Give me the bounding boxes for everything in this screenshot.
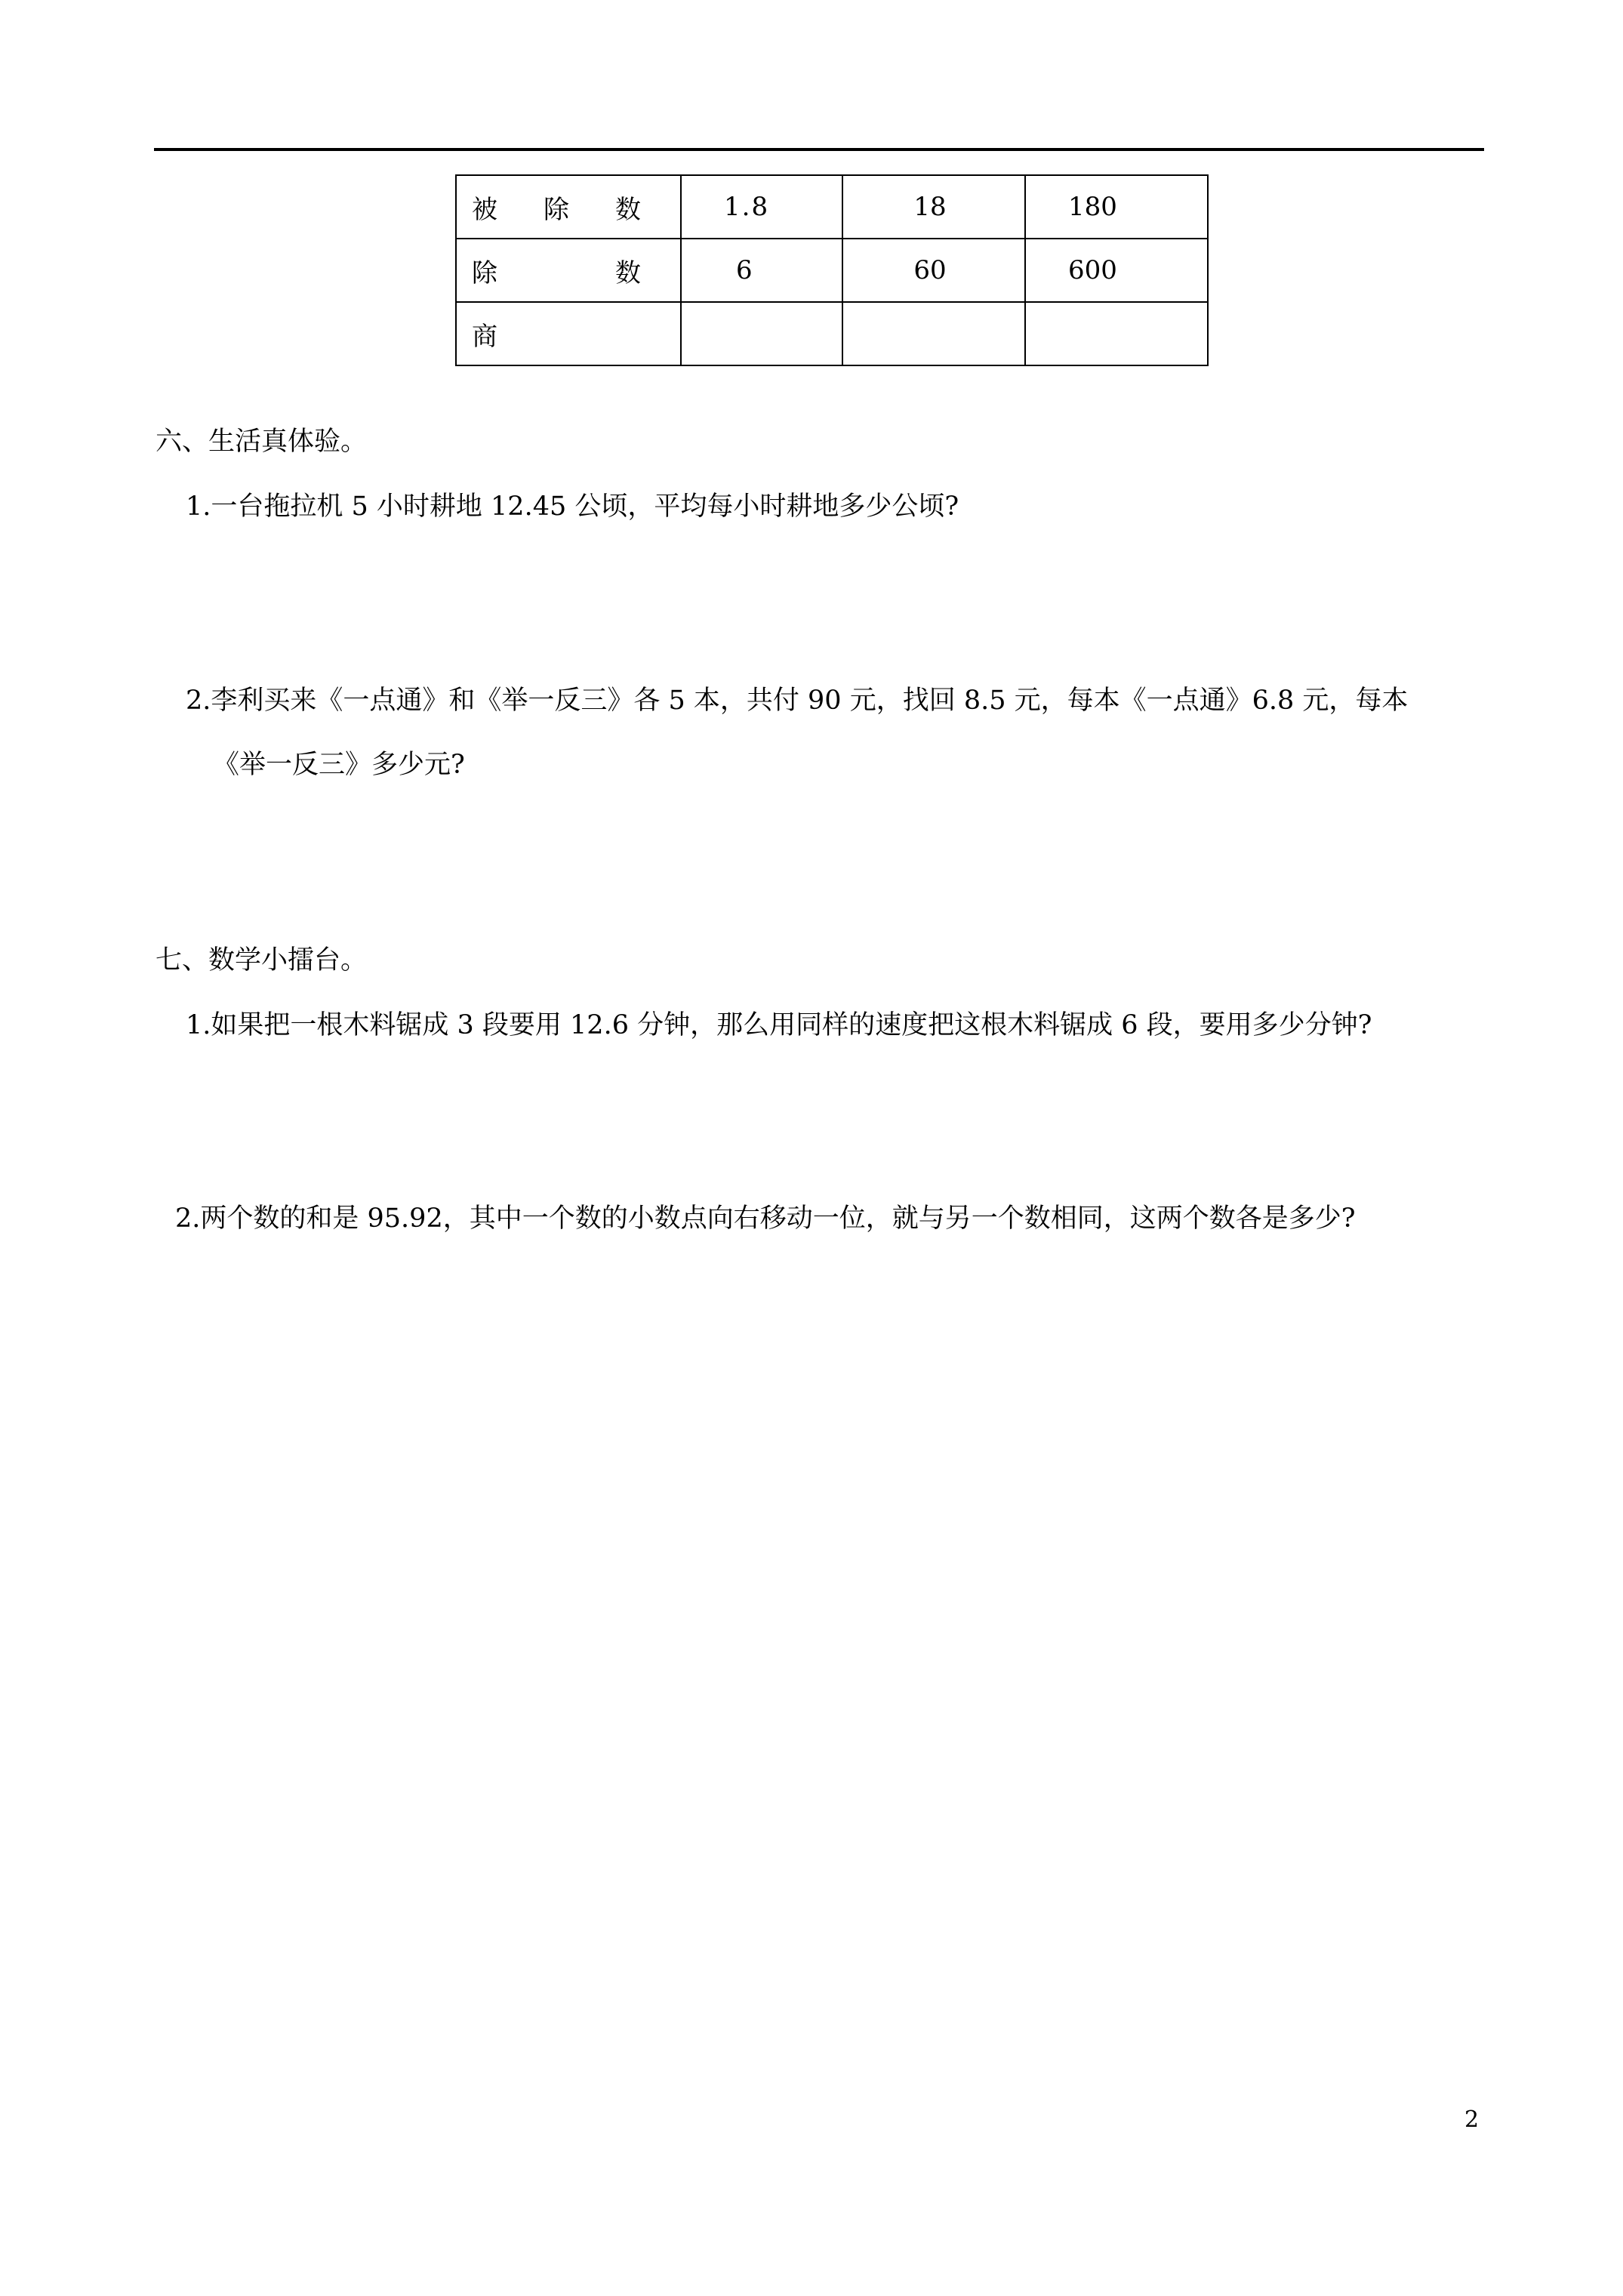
section-7-question-1: 1.如果把一根木料锯成 3 段要用 12.6 分钟，那么用同样的速度把这根木料锯成 6 段，要用多少分钟? <box>186 1010 1372 1040</box>
row-label-quotient <box>456 302 681 365</box>
table-row-quotient <box>456 302 1208 365</box>
table-cell: 6 <box>681 239 842 302</box>
table-cell: 60 <box>842 239 1025 302</box>
section-7-heading: 七、数学小擂台。 <box>156 945 368 975</box>
table-cell: 600 <box>1025 239 1208 302</box>
section-6-question-2-line-2: 《举一反三》多少元? <box>213 750 465 780</box>
page-number: 2 <box>1464 2106 1480 2133</box>
section-7-question-2: 2.两个数的和是 95.92，其中一个数的小数点向右移动一位，就与另一个数相同，这两个数各是多少? <box>175 1203 1356 1234</box>
table-cell-empty <box>842 302 1025 365</box>
section-6-question-1: 1.一台拖拉机 5 小时耕地 12.45 公顷，平均每小时耕地多少公顷? <box>186 492 959 522</box>
section-6-question-2-line-1: 2.李利买来《一点通》和《举一反三》各 5 本，共付 90 元，找回 8.5 元，每本《一点通》6.8 元，每本 <box>186 686 1409 716</box>
table-cell: 1.8 <box>681 175 842 239</box>
row-label-dividend <box>456 175 681 239</box>
table-cell-empty <box>681 302 842 365</box>
label-char: 数 <box>615 194 641 225</box>
table-row-divisor <box>456 239 1208 302</box>
label-char: 商 <box>472 321 497 352</box>
label-char: 除 <box>472 257 497 288</box>
table-cell: 180 <box>1025 175 1208 239</box>
table-cell-empty <box>1025 302 1208 365</box>
row-label-divisor <box>456 239 681 302</box>
table-row-dividend <box>456 175 1208 239</box>
label-char: 被 <box>472 194 497 225</box>
label-char: 数 <box>615 257 641 288</box>
label-char: 除 <box>544 194 569 225</box>
section-6-heading: 六、生活真体验。 <box>156 427 368 457</box>
table-cell: 18 <box>842 175 1025 239</box>
division-table <box>455 174 1209 366</box>
header-rule <box>154 148 1484 151</box>
